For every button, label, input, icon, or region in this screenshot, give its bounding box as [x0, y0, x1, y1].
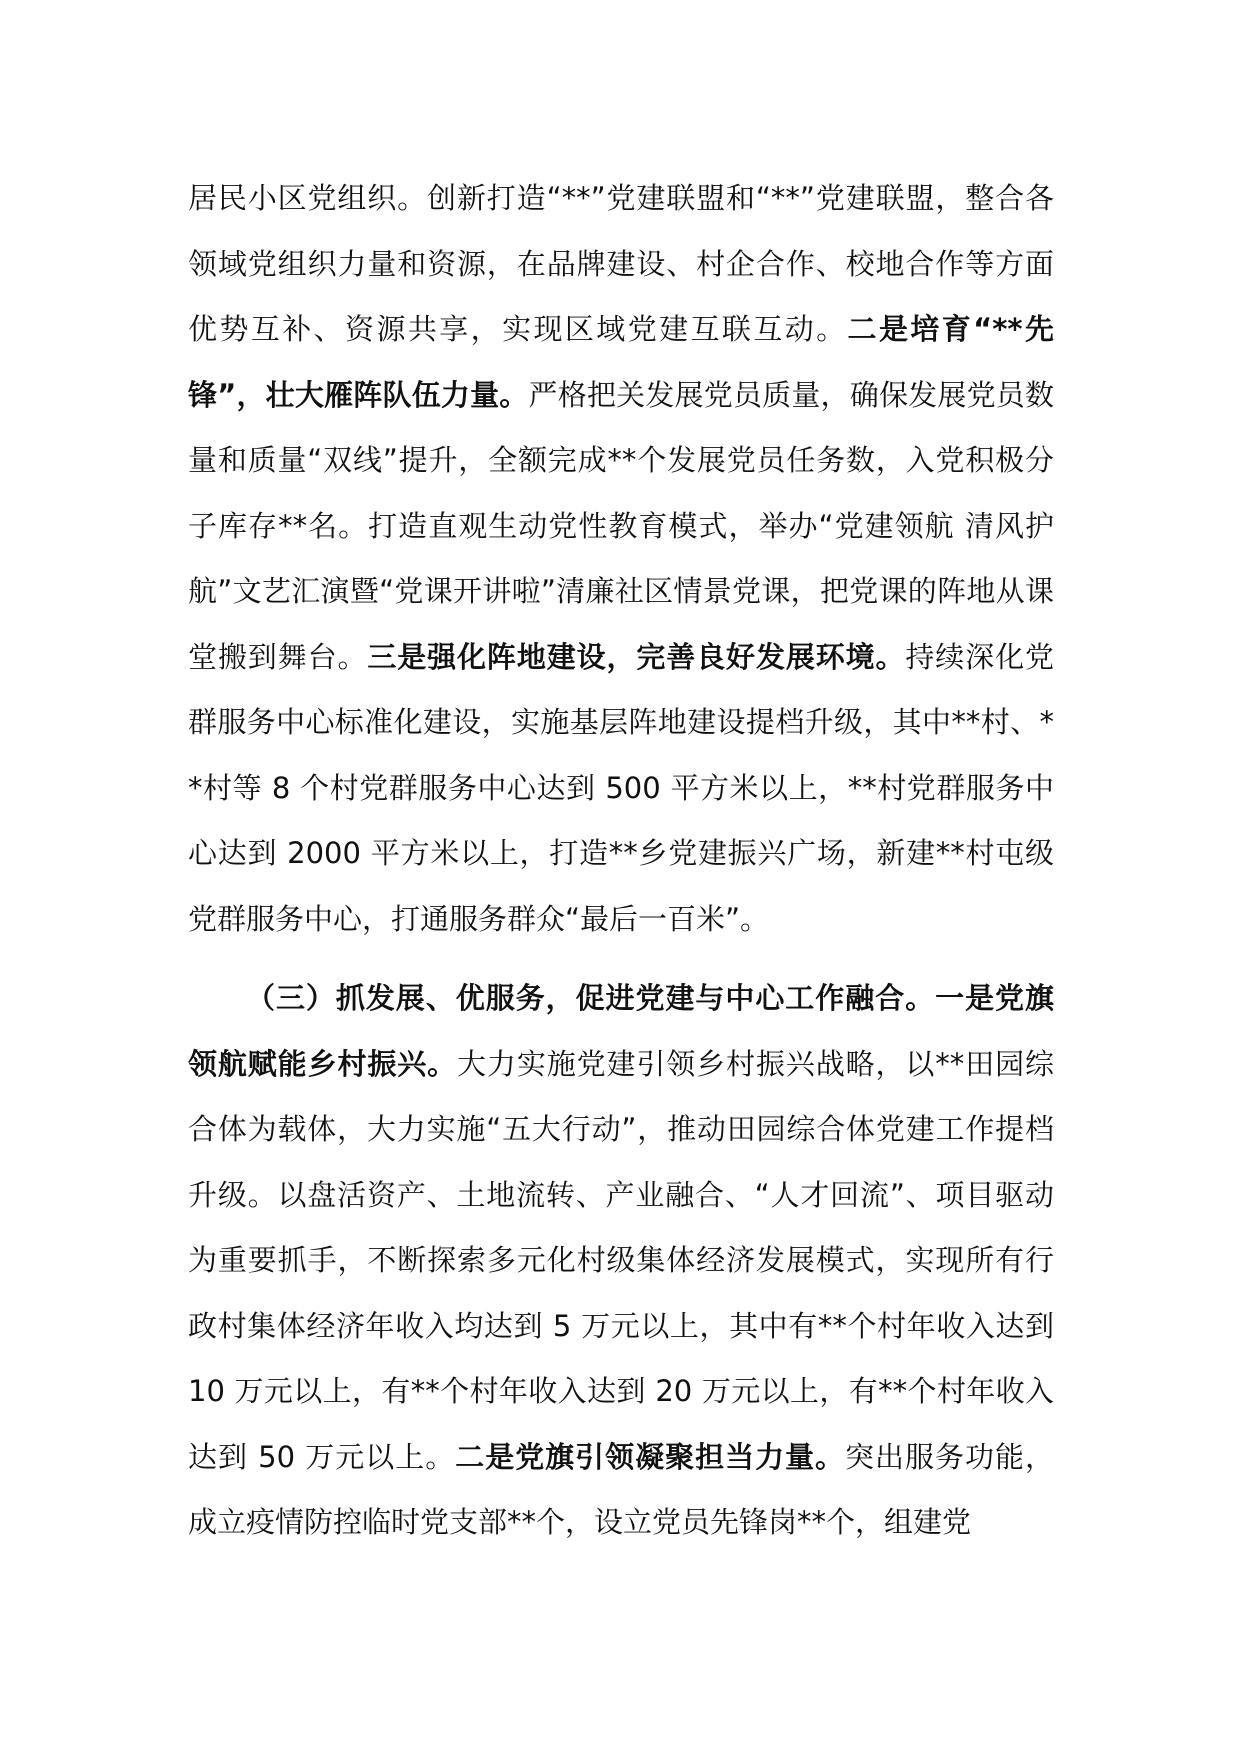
paragraph-1-text: [188, 181, 1054, 936]
paragraph-2-segment-1: 大力实施党建引领乡村振兴战略，以**田园综合体为载体，大力实施“五大行动”，推动田园综合体党建工作提档升级。以盘活资产、土地流转、产业融合、“人才回流”、项目驱动为重要抓手，不断探索多元化村级集体经济发展模式，实现所有行政村集体经济年收入均达到 5 万元以上，其中有**个村年收入达到 10 万元以上，有**个村年收入达到 20 万元以上，有**个村年收入达到 50 万元以上。: [188, 1046, 1054, 1474]
paragraph-1-segment-3: 三是强化阵地建设，完善良好发展环境。: [367, 639, 906, 674]
paragraph-2-segment-2: 二是党旗引领凝聚担当力量。: [455, 1439, 846, 1474]
paragraph-1-segment-1: 二是培育“**先锋”，壮大雁阵队伍力量。: [188, 312, 1054, 412]
paragraph-1-segment-4: 持续深化党群服务中心标准化建设，实施基层阵地建设提档升级，其中**村、**村等 8 个村党群服务中心达到 500 平方米以上，**村党群服务中心达到 2000 平方米以上，打造**乡党建振兴广场，新建**村屯级党群服务中心，打通服务群众“最后一百米”。: [188, 639, 1054, 936]
paragraph-2-segment-3: 突出服务功能，成立疫情防控临时党支部**个，设立党员先锋岗**个，组建党: [188, 1439, 1054, 1539]
paragraph-2-segment-0: （三）抓发展、优服务，促进党建与中心工作融合。一是党旗领航赋能乡村振兴。: [188, 981, 1054, 1081]
paragraph-1-segment-0: 居民小区党组织。创新打造“**”党建联盟和“**”党建联盟，整合各领域党组织力量和资源，在品牌建设、村企合作、校地合作等方面优势互补、资源共享，实现区域党建互联互动。: [188, 181, 1054, 346]
body-paragraph-1: [188, 166, 1054, 952]
paragraph-2-text: [188, 981, 1054, 1539]
paragraph-1-segment-2: 严格把关发展党员质量，确保发展党员数量和质量“双线”提升，全额完成**个发展党员任务数，入党积极分子库存**名。打造直观生动党性教育模式，举办“党建领航 清风护航”文艺汇演暨“党课开讲啦”清廉社区情景党课，把党课的阵地从课堂搬到舞台。: [188, 377, 1054, 674]
body-paragraph-2: [188, 966, 1054, 1556]
